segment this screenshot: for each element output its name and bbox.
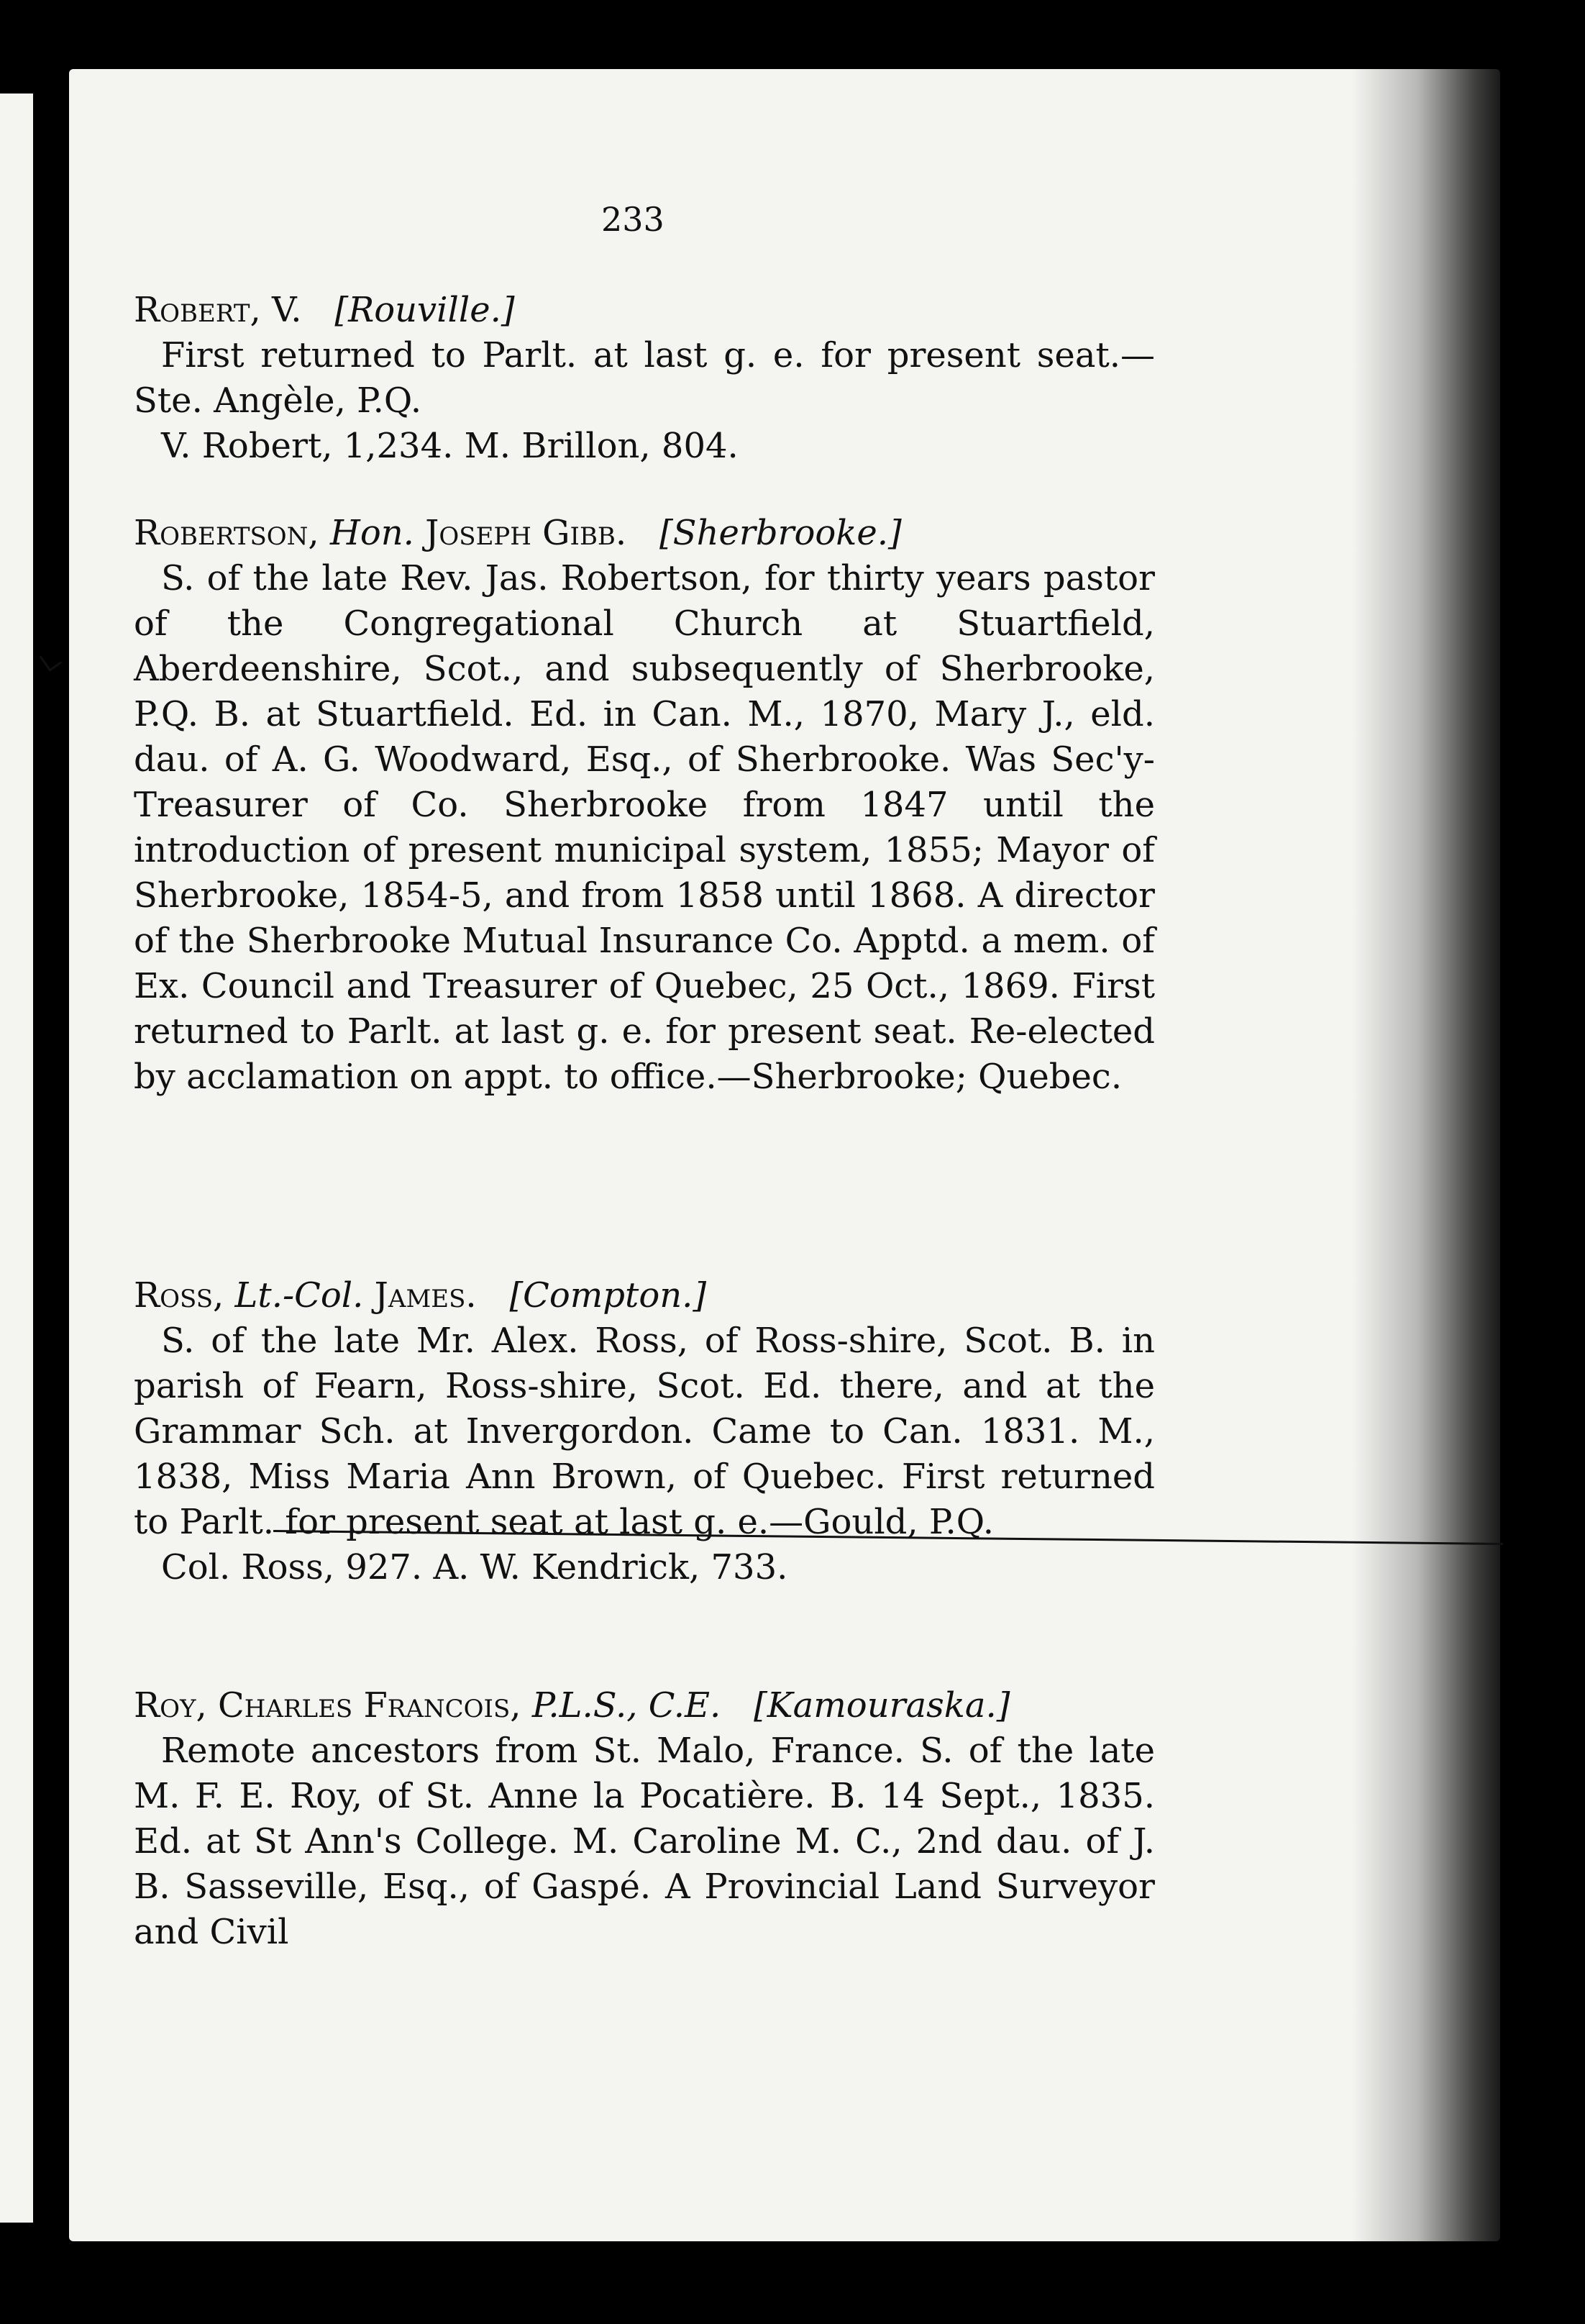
entry-paragraph: Col. Ross, 927. A. W. Kendrick, 733. — [161, 1547, 788, 1587]
entry-name: Joseph Gibb. — [425, 513, 627, 553]
entry-heading — [134, 511, 1155, 556]
entry-surname: Roy, — [134, 1685, 207, 1726]
entry-paragraph: S. of the late Mr. Alex. Ross, of Ross-shire, Scot. B. in parish of Fearn, Ross-shire, Scot. Ed. there, and at the Grammar Sch. at Invergordon. Came to Can. 1831. M., 1838, Miss Maria Ann Brown, of Quebec. First returned to Parlt. for present seat at last g. e.—Gould, P.Q. — [134, 1321, 1155, 1542]
entry-paragraph: S. of the late Rev. Jas. Robertson, for thirty years pastor of the Congregational Church at Stuartfield, Aberdeenshire, Scot., and subsequently of Sherbrooke, P.Q. B. at Stuartfield. Ed. in Can. M., 1870, Mary J., eld. dau. of A. G. Woodward, Esq., of Sherbrooke. Was Sec'y-Treasurer of Co. Sherbrooke from 1847 until the introduction of present municipal system, 1855; Mayor of Sherbrooke, 1854-5, and from 1858 until 1868. A director of the Sherbrooke Mutual Insurance Co. Apptd. a mem. of Ex. Council and Treasurer of Quebec, 25 Oct., 1869. First returned to Parlt. at last g. e. for present seat. Re-elected by acclamation on appt. to office.—Sherbrooke; Quebec. — [134, 558, 1155, 1097]
binding-shadow — [1352, 69, 1517, 2241]
entry-riding: [Sherbrooke.] — [659, 513, 902, 553]
left-page-edge — [0, 94, 33, 2223]
entry-name: James. — [374, 1275, 477, 1316]
entry-heading — [134, 1273, 1155, 1318]
margin-mark — [40, 648, 63, 672]
entry-paragraph: V. Robert, 1,234. M. Brillon, 804. — [161, 426, 739, 466]
entry-ross — [134, 1273, 1155, 1590]
entry-surname: Robert, — [134, 290, 261, 330]
entry-paragraph: First returned to Parlt. at last g. e. for present seat.—Ste. Angèle, P.Q. — [134, 335, 1155, 421]
entry-heading — [134, 288, 1155, 333]
page-number: 233 — [601, 200, 664, 239]
entry-robert — [134, 288, 1155, 469]
entry-name: V. — [272, 290, 302, 330]
entry-robertson — [134, 511, 1155, 1100]
entry-surname: Ross, — [134, 1275, 224, 1316]
entry-riding: [Rouville.] — [334, 290, 515, 330]
entry-heading — [134, 1683, 1155, 1728]
entry-name: Charles Francois, — [217, 1685, 521, 1726]
entry-roy — [134, 1683, 1155, 1955]
entry-riding: [Kamouraska.] — [754, 1685, 1010, 1726]
entry-suffix: P.L.S., C.E. — [531, 1685, 721, 1726]
entry-title: Hon. — [329, 513, 414, 553]
entry-paragraph: Remote ancestors from St. Malo, France. S. of the late M. F. E. Roy, of St. Anne la Pocatière. B. 14 Sept., 1835. Ed. at St Ann's College. M. Caroline M. C., 2nd dau. of J. B. Sasseville, Esq., of Gaspé. A Provincial Land Surveyor and Civil — [134, 1731, 1155, 1952]
entry-riding: [Compton.] — [509, 1275, 707, 1316]
entry-surname: Robertson, — [134, 513, 319, 553]
entry-title: Lt.-Col. — [234, 1275, 364, 1316]
